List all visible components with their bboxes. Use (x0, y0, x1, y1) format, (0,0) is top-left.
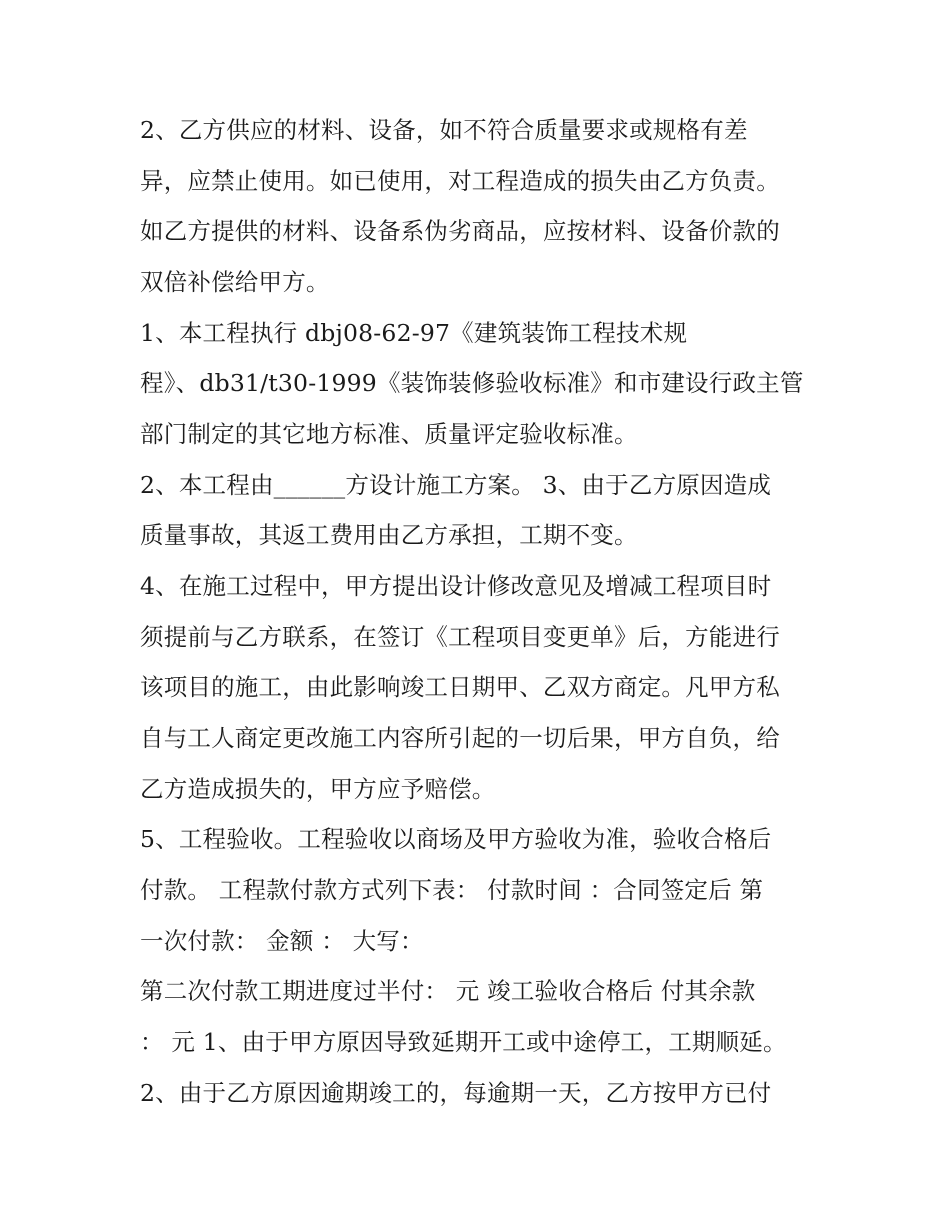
text-line: 双倍补偿给甲方。 (140, 268, 330, 296)
text-line: 部门制定的其它地方标准、质量评定验收标准。 (140, 420, 638, 448)
text-line: 如乙方提供的材料、设备系伪劣商品，应按材料、设备价款的 (140, 217, 780, 245)
text-line: 自与工人商定更改施工内容所引起的一切后果，甲方自负，给 (140, 724, 780, 752)
text-line: 该项目的施工，由此影响竣工日期甲、乙双方商定。凡甲方私 (140, 673, 780, 701)
text-line: 程》、db31/t30-1999《装饰装修验收标准》和市建设行政主管 (140, 369, 804, 397)
text-line: 第二次付款工期进度过半付： 元 竣工验收合格后 付其余款 (140, 977, 756, 1005)
text-line: 质量事故，其返工费用由乙方承担，工期不变。 (140, 521, 638, 549)
text-line: 一次付款： 金额 ： 大写： (140, 927, 424, 955)
text-line: 异，应禁止使用。如已使用，对工程造成的损失由乙方负责。 (140, 167, 780, 195)
text-line: 付款。 工程款付款方式列下表： 付款时间 ：合同签定后 第 (140, 876, 764, 904)
text-line: 5、工程验收。工程验收以商场及甲方验收为准，验收合格后 (140, 825, 772, 853)
text-line: 须提前与乙方联系，在签订《工程项目变更单》后，方能进行 (140, 623, 780, 651)
text-line: 2、乙方供应的材料、设备，如不符合质量要求或规格有差 (140, 116, 748, 144)
text-line: 4、在施工过程中，甲方提出设计修改意见及增减工程项目时 (140, 572, 772, 600)
text-line: 1、本工程执行 dbj08-62-97《建筑装饰工程技术规 (140, 319, 688, 347)
text-line: 2、由于乙方原因逾期竣工的，每逾期一天，乙方按甲方已付 (140, 1079, 772, 1107)
text-line: 乙方造成损失的，甲方应予赔偿。 (140, 775, 496, 803)
text-line: 2、本工程由______方设计施工方案。 3、由于乙方原因造成 (140, 471, 772, 499)
text-line: ： 元 1、由于甲方原因导致延期开工或中途停工，工期顺延。 (140, 1028, 787, 1056)
